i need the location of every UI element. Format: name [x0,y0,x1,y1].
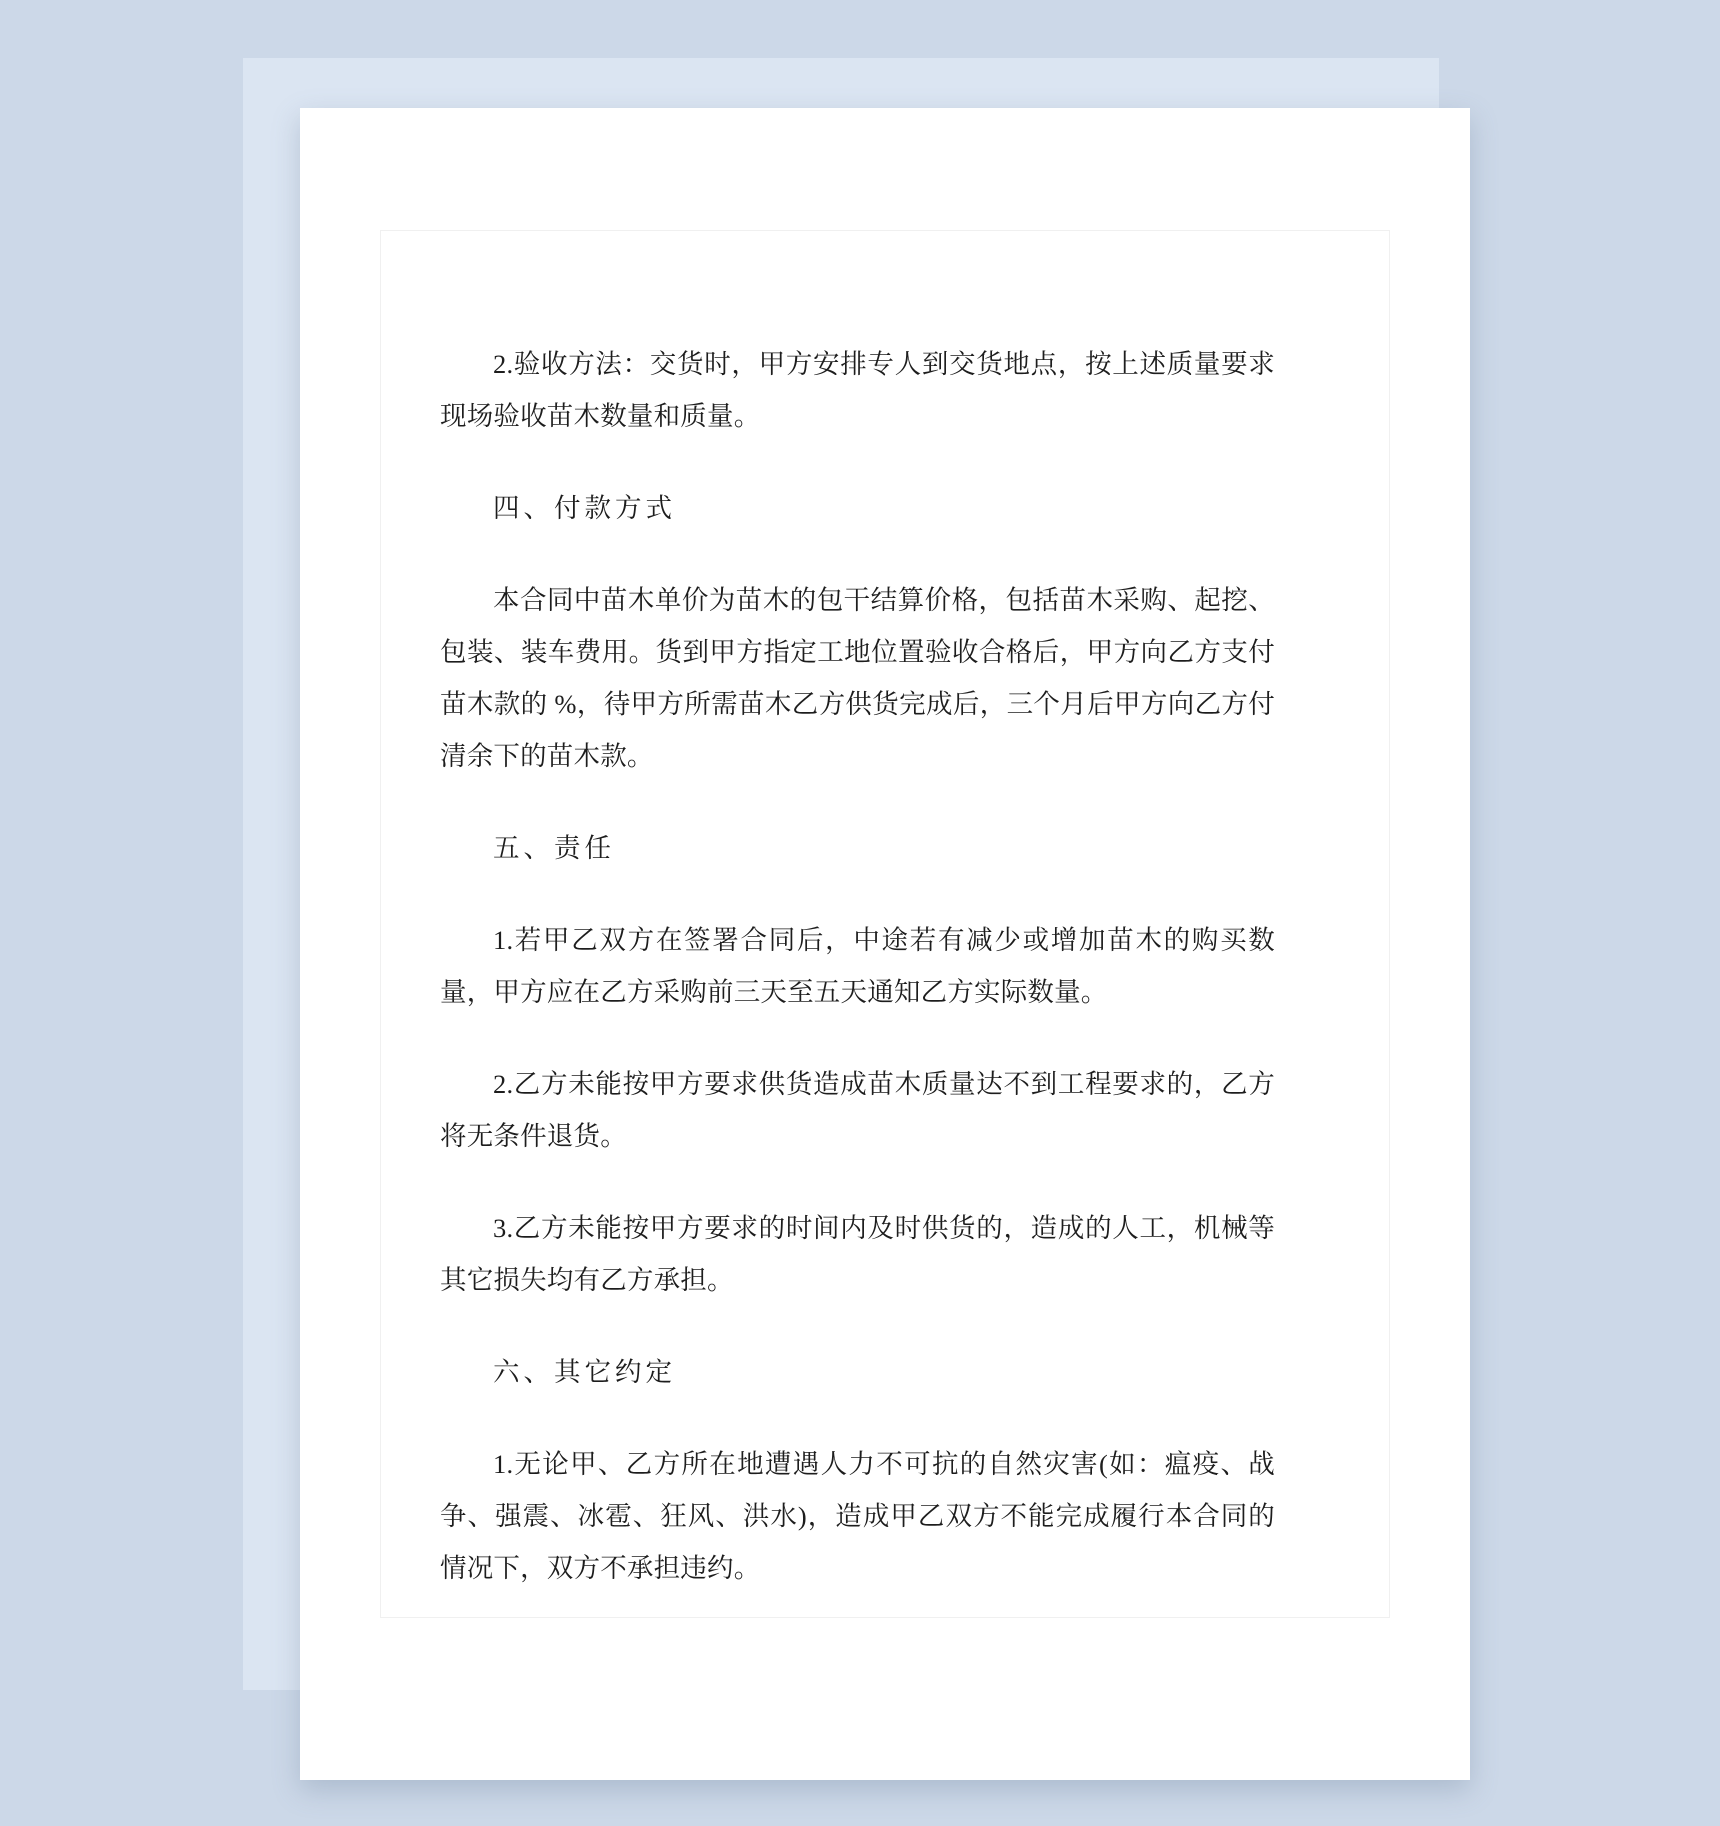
paragraph-other-item-1: 1.无论甲、乙方所在地遭遇人力不可抗的自然灾害(如：瘟疫、战争、强震、冰雹、狂风、洪水)，造成甲乙双方不能完成履行本合同的情况下，双方不承担违约。 [440,1449,1275,1583]
document-page [300,108,1470,1780]
heading-section-four: 四、付款方式 [493,493,676,523]
document-content [440,338,1275,1594]
heading-section-six: 六、其它约定 [493,1357,676,1387]
paragraph-liability-item-3: 3.乙方未能按甲方要求的时间内及时供货的，造成的人工，机械等其它损失均有乙方承担。 [440,1213,1275,1295]
paragraph-liability-item-2: 2.乙方未能按甲方要求供货造成苗木质量达不到工程要求的，乙方将无条件退货。 [440,1069,1275,1151]
heading-section-five: 五、责任 [493,833,615,863]
paragraph-liability-item-1: 1.若甲乙双方在签署合同后，中途若有减少或增加苗木的购买数量，甲方应在乙方采购前三天至五天通知乙方实际数量。 [440,925,1275,1007]
paragraph-acceptance-method: 2.验收方法：交货时，甲方安排专人到交货地点，按上述质量要求现场验收苗木数量和质量。 [440,349,1275,431]
paragraph-payment-terms: 本合同中苗木单价为苗木的包干结算价格，包括苗木采购、起挖、包装、装车费用。货到甲方指定工地位置验收合格后，甲方向乙方支付苗木款的 %，待甲方所需苗木乙方供货完成后，三个月后甲方向乙方付清余下的苗木款。 [440,585,1275,771]
